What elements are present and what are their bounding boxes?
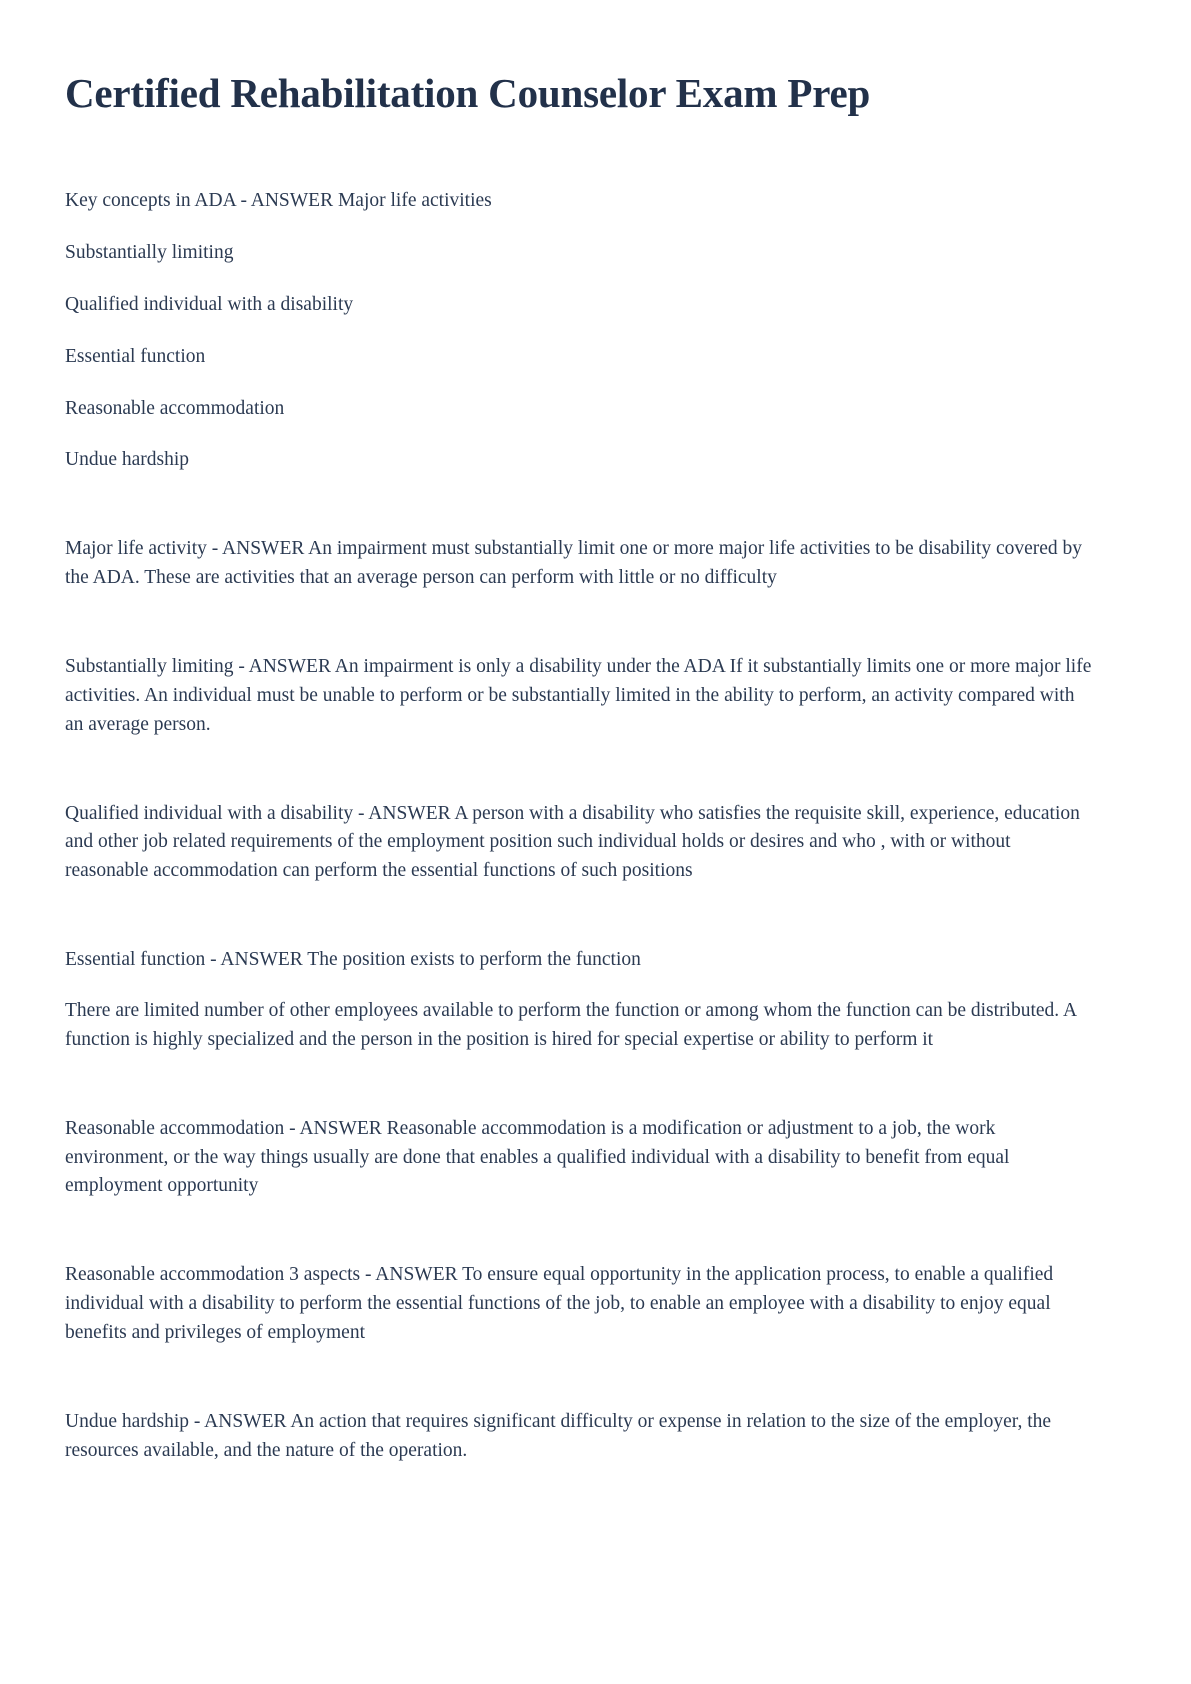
section-essential-function bbox=[65, 946, 1096, 1055]
page-title: Certified Rehabilitation Counselor Exam Prep bbox=[65, 70, 871, 116]
paragraph: There are limited number of other employees available to perform the function or among whom the function can be distributed. A function is highly specialized and the person in the position is hired for special expertise or ability to perform it bbox=[65, 1000, 1076, 1050]
section-undue-hardship bbox=[65, 1408, 1096, 1466]
section-major-life-activity bbox=[65, 535, 1096, 593]
section-substantially-limiting bbox=[65, 653, 1096, 740]
paragraph: Qualified individual with a disability bbox=[65, 293, 354, 315]
document-body bbox=[65, 187, 1096, 1465]
paragraph: Essential function - ANSWER The position exists to perform the function bbox=[65, 949, 641, 971]
section-reasonable-accommodation bbox=[65, 1115, 1096, 1202]
paragraph: Reasonable accommodation 3 aspects - ANSWER To ensure equal opportunity in the application process, to enable a qualified individual with a disability to perform the essential functions of the job, to enable an employee with a disability to enjoy equal benefits and privileges of employment bbox=[65, 1264, 1054, 1344]
paragraph: Essential function bbox=[65, 345, 206, 367]
paragraph: Undue hardship - ANSWER An action that requires significant difficulty or expense in relation to the size of the employer, the resources available, and the nature of the operation. bbox=[65, 1410, 1052, 1461]
paragraph: Reasonable accommodation - ANSWER Reasonable accommodation is a modification or adjustment to a job, the work environment, or the way things usually are done that enables a qualified individual with a disability to benefit from equal employment opportunity bbox=[65, 1117, 1010, 1197]
paragraph: Undue hardship bbox=[65, 449, 190, 471]
section-key-concepts bbox=[65, 187, 1096, 475]
paragraph: Substantially limiting bbox=[65, 242, 234, 263]
paragraph: Reasonable accommodation bbox=[65, 397, 285, 419]
section-qualified-individual bbox=[65, 800, 1096, 887]
section-reasonable-accommodation-3-aspects bbox=[65, 1261, 1096, 1348]
paragraph: Substantially limiting - ANSWER An impairment is only a disability under the ADA If it substantially limits one or more major life activities. An individual must be unable to perform or be substantially limited in the ability to perform, an activity compared with an average person. bbox=[65, 656, 1092, 735]
paragraph: Key concepts in ADA - ANSWER Major life activities bbox=[65, 190, 492, 212]
paragraph: Major life activity - ANSWER An impairment must substantially limit one or more major life activities to be disability covered by the ADA. These are activities that an average person can perform with little or no difficulty bbox=[65, 538, 1083, 589]
paragraph: Qualified individual with a disability - ANSWER A person with a disability who satisfies the requisite skill, experience, education and other job related requirements of the employment position such individual holds or desires and who , with or without reasonable accommodation can perform the essential functions of such positions bbox=[65, 802, 1080, 882]
